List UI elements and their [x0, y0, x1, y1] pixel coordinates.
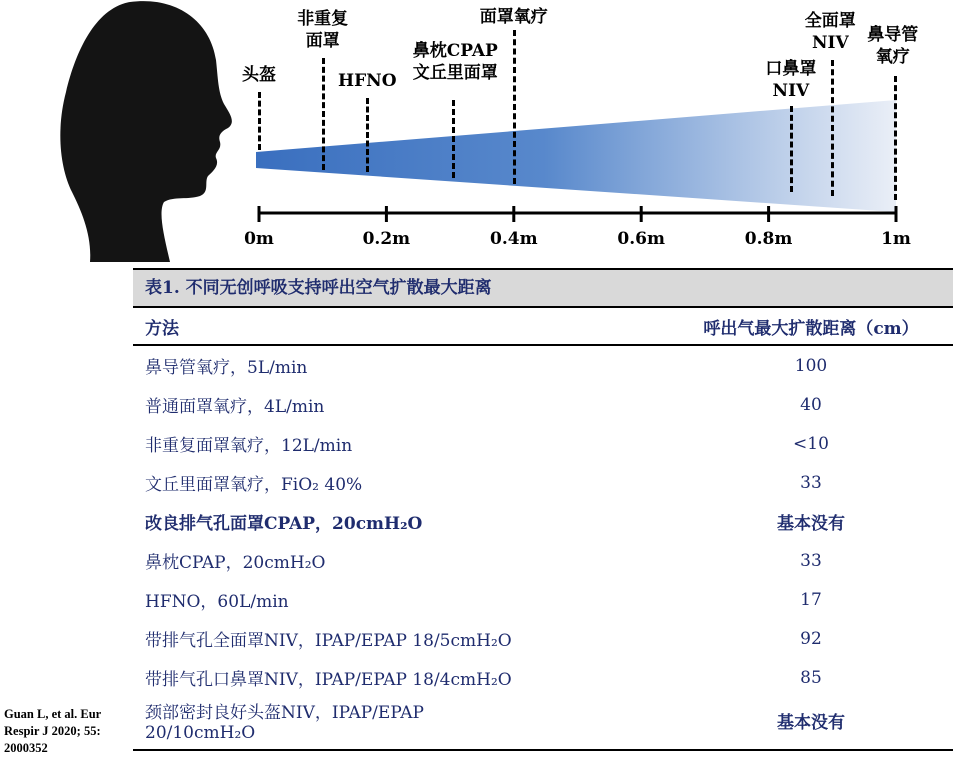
cell-distance: <10 [793, 433, 829, 454]
axis-tick-label: 0m [244, 229, 274, 249]
table-row [133, 697, 953, 750]
cell-method: 颈部密封良好头盔NIV，IPAP/EPAP 20/10cmH₂O [133, 697, 669, 750]
dispersion-table [133, 268, 953, 751]
cell-method: 鼻枕CPAP，20cmH₂O [145, 553, 326, 573]
cell-method: 带排气孔全面罩NIV，IPAP/EPAP 18/5cmH₂O [145, 631, 512, 651]
table-row [133, 619, 953, 658]
cell-method: 带排气孔口鼻罩NIV，IPAP/EPAP 18/4cmH₂O [145, 670, 512, 690]
marker-label-fullface: 全面罩 NIV [804, 11, 856, 53]
marker-dash-nasal_cannula [894, 76, 897, 200]
marker-label-hfno: HFNO [338, 71, 397, 91]
cell-method: 鼻导管氧疗，5L/min [145, 358, 308, 378]
table-row [133, 541, 953, 580]
marker-dash-nasal_pillow [452, 100, 455, 178]
axis-tick-label: 0.4m [490, 229, 538, 249]
table-title: 表1. 不同无创呼吸支持呼出空气扩散最大距离 [133, 268, 953, 308]
cell-method: 非重复面罩氧疗，12L/min [145, 436, 353, 456]
cell-distance: 40 [800, 394, 822, 415]
marker-dash-nonrebreather [322, 58, 325, 170]
cell-distance: 基本没有 [669, 697, 953, 750]
table-row [133, 580, 953, 619]
cell-distance: 33 [800, 472, 822, 493]
axis-tick-label: 1m [881, 229, 911, 249]
airflow-wedge [256, 100, 896, 212]
axis-tick-label: 0.2m [362, 229, 411, 249]
marker-dash-oronasal [790, 106, 793, 192]
marker-label-oronasal: 口鼻罩 NIV [765, 59, 817, 101]
marker-dash-facemask [513, 30, 516, 184]
cell-method: 改良排气孔面罩CPAP，20cmH₂O [145, 514, 423, 534]
marker-label-facemask: 面罩氧疗 [479, 7, 548, 27]
table-row [133, 658, 953, 697]
header-method: 方法 [133, 308, 669, 345]
marker-label-nasal_cannula: 鼻导管 氧疗 [867, 25, 919, 67]
axis-tick-label: 0.6m [617, 229, 665, 249]
cell-distance: 33 [800, 550, 822, 571]
table-row [133, 463, 953, 502]
marker-dash-helmet [258, 92, 261, 150]
table-row [133, 424, 953, 463]
marker-label-nonrebreather: 非重复 面罩 [297, 9, 349, 51]
marker-label-nasal_pillow: 鼻枕CPAP 文丘里面罩 [412, 41, 498, 83]
cell-distance: 85 [800, 667, 822, 688]
axis-tick-label: 0.8m [744, 229, 793, 249]
cell-distance: 基本没有 [777, 514, 845, 534]
marker-label-helmet: 头盔 [242, 65, 276, 85]
header-distance: 呼出气最大扩散距离（cm） [669, 308, 953, 345]
table-row [133, 502, 953, 541]
cell-method: 普通面罩氧疗，4L/min [145, 397, 325, 417]
marker-dash-fullface [831, 60, 834, 196]
table-row [133, 385, 953, 424]
table-header-row [133, 308, 953, 345]
table-row [133, 345, 953, 385]
cell-distance: 17 [800, 589, 822, 610]
cell-distance: 92 [800, 628, 822, 649]
cell-distance: 100 [794, 355, 828, 376]
cell-method: 文丘里面罩氧疗，FiO₂ 40% [145, 475, 363, 495]
citation: Guan L, et al. Eur Respir J 2020; 55: 2000352 [4, 707, 102, 755]
marker-dash-hfno [366, 98, 369, 172]
cell-method: HFNO，60L/min [145, 592, 289, 612]
